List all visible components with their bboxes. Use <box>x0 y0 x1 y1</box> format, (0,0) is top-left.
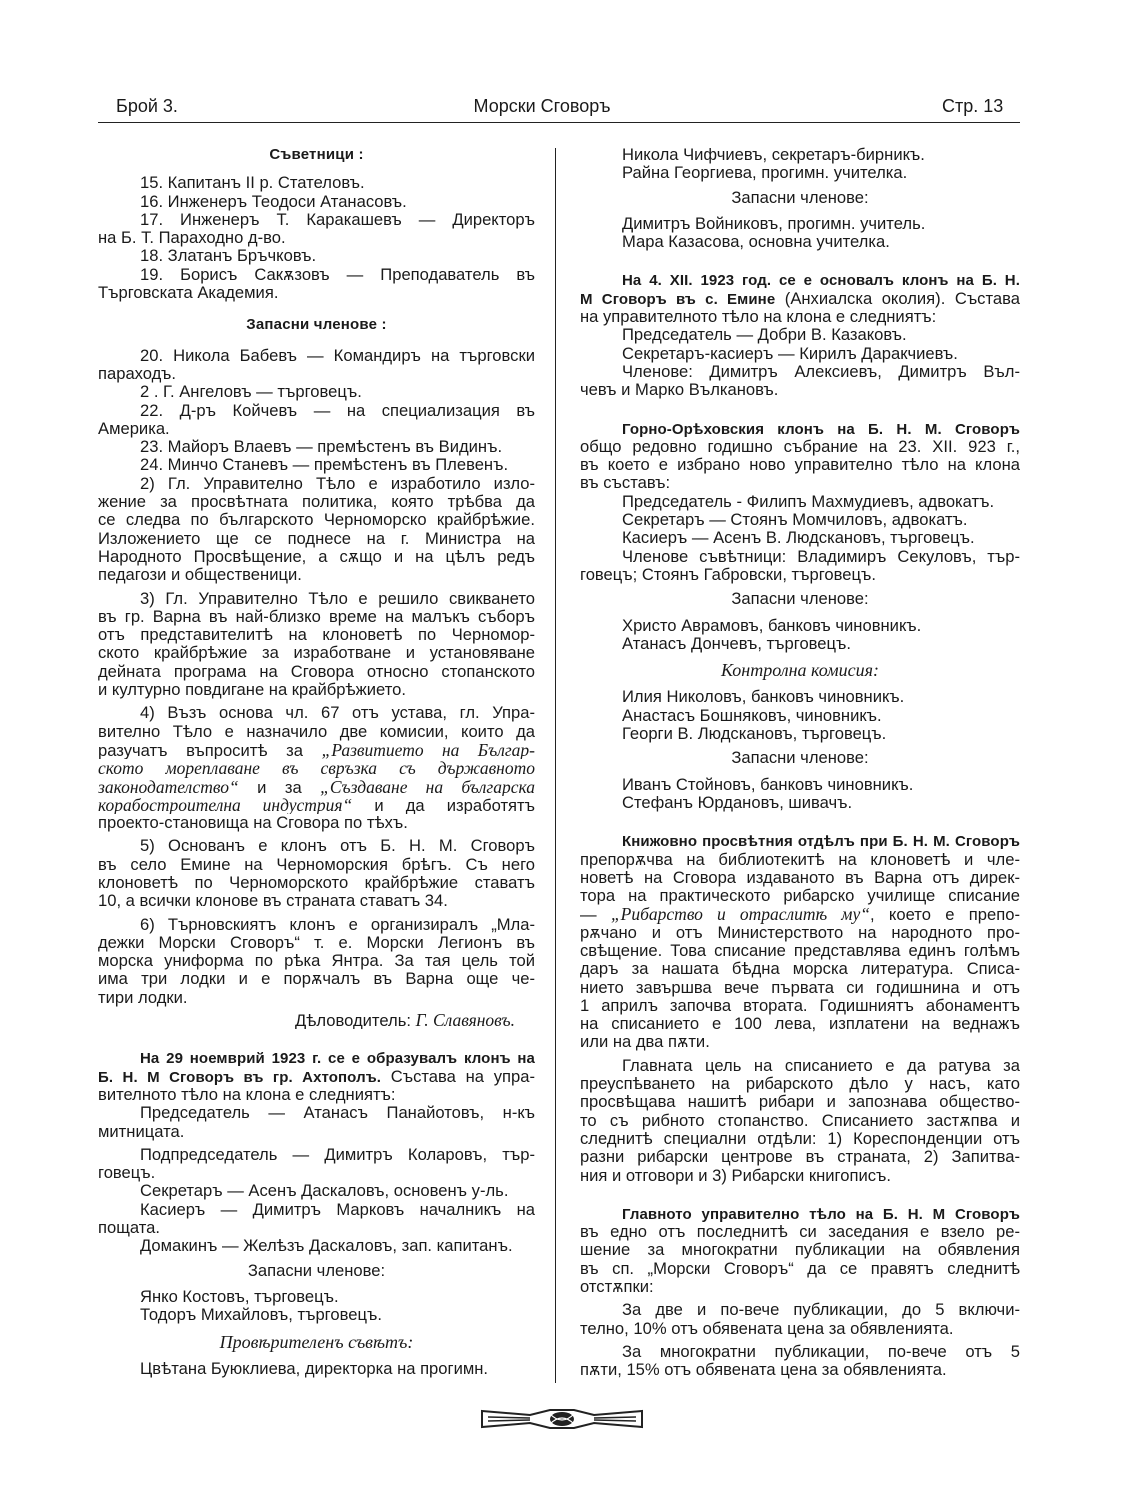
text-line: 2 . Г. Ангеловъ — търговецъ. <box>140 383 362 402</box>
text-line: Домакинъ — Желѣзъ Даскаловъ, зап. капитанъ. <box>140 1237 513 1256</box>
text-line: дейната програма на Сговора относно стопанското <box>98 662 535 681</box>
text-line <box>98 759 535 777</box>
text-line: въ сп. „Морски Сговоръ“ да се правятъ следнитѣ <box>580 1259 1020 1278</box>
section-heading: Провѣрителенъ съвѣтъ: <box>219 1331 414 1352</box>
text-line: Председатель - Филипъ Махмудиевъ, адвокатъ. <box>622 492 995 511</box>
text-line: Димитръ Войниковъ, прогимн. учитель. <box>622 214 926 233</box>
text-segment: — <box>580 905 611 924</box>
text-line: Председатель — Добри В. Казаковъ. <box>622 326 907 345</box>
text-line: Главната цель на списанието е да ратува за <box>622 1056 1020 1075</box>
text-line: пощата. <box>98 1219 160 1238</box>
text-line <box>580 271 1020 289</box>
text-line: въ село Емине на Черноморския брѣгъ. Съ него <box>98 855 535 874</box>
ribbon-ornament-icon <box>480 1406 644 1432</box>
list-item <box>580 146 1020 164</box>
text-line: просвѣщава нашитѣ рибари и запознава общество- <box>580 1093 1020 1112</box>
italic-text: ското мореплаване въ свръзка съ държавното <box>98 759 535 778</box>
italic-text: Г. Славяновъ. <box>415 1011 515 1030</box>
text-line: рѫчано и отъ Министерството на народното про- <box>580 923 1020 942</box>
bold-text: Главното управително тѣло на Б. Н. М Сговоръ <box>622 1205 1020 1223</box>
text-line: 4) Възъ основа чл. 67 отъ устава, гл. Упра- <box>140 704 535 723</box>
text-line: преуспѣването на рибарското дѣло у насъ, като <box>580 1075 1020 1094</box>
text-line: Секретаръ — Стоянъ Момчиловъ, адвокатъ. <box>622 511 968 530</box>
text-line: Членове: Димитръ Алексиевъ, Димитръ Въл- <box>622 362 1020 381</box>
text-line: 5) Основанъ е клонъ отъ Б. Н. М. Сговоръ <box>140 837 535 856</box>
text-line <box>580 290 1020 308</box>
text-line: Райна Георгиева, прогимн. учителка. <box>622 164 908 183</box>
text-line <box>580 1205 1020 1223</box>
text-line: то съ рибното стопанство. Списанието застѫпва и <box>580 1111 1020 1130</box>
signature <box>98 1011 535 1029</box>
text-line: Георги В. Людскановъ, търговецъ. <box>622 725 887 744</box>
list-item <box>580 635 1020 653</box>
text-line: 10, а всички клонове въ страната ставатъ 34. <box>98 892 448 911</box>
text-line: нието завършва вече първата си годишнина и отъ <box>580 978 1020 997</box>
text-line <box>98 741 535 759</box>
list-item <box>580 548 1020 585</box>
section-heading: Съветници : <box>269 146 364 163</box>
text-line: Цвѣтана Буюклиева, директорка на прогимн. <box>140 1359 489 1378</box>
italic-text: „Създаване на българска <box>320 777 535 796</box>
text-line: говецъ. <box>98 1164 156 1183</box>
text-line: Секретаръ — Асенъ Даскаловъ, основенъ у-ль. <box>140 1182 509 1201</box>
list-item <box>580 215 1020 233</box>
text-line: вителното тѣло на клона е следниятъ: <box>98 1085 396 1104</box>
italic-text: корабостроителна индустрия“ <box>98 795 353 815</box>
list-item <box>98 193 535 211</box>
text-line: и културно повдигане на крайбрѣжието. <box>98 681 406 700</box>
text-line <box>580 420 1020 438</box>
section-heading: Контролна комисия: <box>721 660 879 681</box>
italic-text: „Развитието на Българ- <box>321 740 535 760</box>
text-line: Христо Аврамовъ, банковъ чиновникъ. <box>622 616 922 635</box>
italic-text: „Рибарство и отраслитѣ му“ <box>610 905 870 924</box>
paragraph <box>580 832 1020 1052</box>
list-item <box>98 456 535 474</box>
text-line: 18. Златанъ Бръчковъ. <box>140 247 317 266</box>
list-item <box>580 688 1020 706</box>
text-line: 22. Д-ръ Койчевъ — на специализация въ <box>140 401 535 420</box>
text-line: Анастасъ Бошняковъ, чиновникъ. <box>622 706 882 725</box>
list-item <box>98 1237 535 1255</box>
list-item <box>98 247 535 265</box>
text-line: ния и отговори и 3) Рибарски книгописъ. <box>580 1166 891 1185</box>
column-divider <box>555 148 556 1383</box>
text-line: 17. Инженеръ Т. Каракашевъ — Директоръ <box>140 210 535 229</box>
text-line: телно, 10% отъ обявената цена за обявленията. <box>580 1319 954 1338</box>
text-line: тора на практическото рибарско училище списание <box>580 887 1020 906</box>
list-item <box>98 1182 535 1200</box>
list-item <box>98 1360 535 1378</box>
text-segment: и за <box>238 777 321 796</box>
text-line: 2) Гл. Управително Тѣло е изработило изло- <box>140 474 535 493</box>
paragraph <box>580 1205 1020 1296</box>
paragraph <box>580 1343 1020 1380</box>
text-line: тири лодки. <box>98 988 188 1007</box>
text-line: Америка. <box>98 419 170 438</box>
list-item <box>98 475 535 585</box>
text-line: въ едно отъ последнитѣ си заседания е взело ре- <box>580 1223 1020 1242</box>
paragraph <box>98 1049 535 1104</box>
bold-text: На 29 ноемврий 1923 г. се е образувалъ клонъ на <box>140 1050 535 1068</box>
text-line: проекто-становища на Сговора по тѣхъ. <box>98 814 408 833</box>
list-item <box>98 1306 535 1324</box>
list-item <box>98 438 535 456</box>
paragraph <box>98 916 535 1007</box>
text-line: вително Тѣло е назначило две комисии, които да <box>98 722 535 741</box>
list-item <box>98 211 535 248</box>
text-line: 16. Инженеръ Теодоси Атанасовъ. <box>140 192 407 211</box>
text-line: 19. Борисъ Сакѫзовъ — Преподаватель въ <box>140 265 535 284</box>
text-line: въ съставъ: <box>580 474 671 493</box>
list-item <box>98 402 535 439</box>
issue-number: Брой 3. <box>116 96 178 116</box>
text-line: Секретаръ-касиеръ — Кирилъ Даракчиевъ. <box>622 344 958 363</box>
bold-text: Б. Н. М Сговоръ въ гр. Ахтополъ. <box>98 1068 382 1086</box>
section-heading: Запасни членове : <box>246 316 387 334</box>
text-line <box>580 832 1020 850</box>
text-line: се следва по българското Черноморско крайбрѣжие. <box>98 511 535 530</box>
text-line: клоноветѣ по Черноморското крайбрѣжие ставатъ <box>98 873 535 892</box>
text-line: Народното Просвѣщение, а сѫщо и на цѣлъ редъ <box>98 547 535 566</box>
text-line: препорѫчва на библиотекитѣ на клоноветѣ и чле- <box>580 850 1020 869</box>
paragraph <box>98 1146 535 1183</box>
text-line: Председатель — Атанасъ Панайотовъ, н-къ <box>140 1104 535 1123</box>
journal-title: Морски Сговоръ <box>473 96 611 116</box>
text-line: 3) Гл. Управително Тѣло е решило свикването <box>140 589 535 608</box>
text-line: разни рибарски центрове въ страната, 2) Запитва- <box>580 1148 1020 1167</box>
list-item <box>580 707 1020 725</box>
text-line: митницата. <box>98 1122 185 1141</box>
text-line: 23. Майоръ Влаевъ — премѣстенъ въ Видинъ. <box>140 438 503 457</box>
text-line: свѣщение. Това списание представлява единъ голѣмъ <box>580 941 1020 960</box>
list-item <box>580 164 1020 182</box>
text-line: Никола Чифчиевъ, секретаръ-бирникъ. <box>622 146 925 164</box>
list-item <box>580 776 1020 794</box>
list-item <box>580 493 1020 511</box>
text-line: 20. Никола Бабевъ — Командиръ на търговски <box>140 346 535 365</box>
bold-text: Горно-Орѣховския клонъ на Б. Н. М. Сговоръ <box>622 420 1020 438</box>
text-segment: и да изработятъ <box>352 795 535 815</box>
text-line: 6) Търновскиятъ клонъ е организиралъ „Мла- <box>140 915 535 934</box>
text-line: дежки Морски Сговоръ“ т. е. Морски Легионъ въ <box>98 933 535 952</box>
text-line: пѫти, 15% отъ обявената цена за обявленията. <box>580 1361 947 1380</box>
text-line: За две и по-вече публикации, до 5 включи- <box>622 1301 1020 1320</box>
list-item <box>98 266 535 303</box>
text-line: За многократни публикации, по-вече отъ 5 <box>622 1342 1020 1361</box>
text-line: чевъ и Марко Вълкановъ. <box>580 381 779 400</box>
text-line <box>98 1068 535 1086</box>
text-line: Тодоръ Михайловъ, търговецъ. <box>140 1306 382 1325</box>
text-line <box>98 1049 535 1067</box>
text-line: новетѣ на Сговора издаваното въ Варна отъ дирек- <box>580 868 1020 887</box>
section-heading: Запасни членове: <box>731 187 869 207</box>
text-segment: Състава на упра- <box>381 1067 535 1086</box>
list-item <box>580 345 1020 363</box>
text-line <box>98 778 535 796</box>
list-item <box>580 617 1020 635</box>
text-line: Членове съвѣтници: Владимиръ Секуловъ, тър- <box>622 547 1020 566</box>
text-segment: (Анхиалска околия). Състава <box>775 289 1020 308</box>
list-item <box>580 794 1020 812</box>
text-line: Търговската Академия. <box>98 284 279 303</box>
text-line: на Б. Т. Параходно д-во. <box>98 229 286 248</box>
italic-text: законодателство“ <box>98 777 239 796</box>
paragraph <box>580 271 1020 326</box>
text-line: педагози и общественици. <box>98 566 302 585</box>
text-line: Мара Казасова, основна учителка. <box>622 233 890 252</box>
text-line: 15. Капитанъ II р. Стателовъ. <box>140 174 365 193</box>
text-line: Стефанъ Юрдановъ, шивачъ. <box>622 793 853 812</box>
list-item <box>98 1104 535 1141</box>
text-line: Иванъ Стойновъ, банковъ чиновникъ. <box>622 775 914 794</box>
text-line: отстѫпки: <box>580 1278 654 1297</box>
text-line: Изложението ще се поднесе на г. Министра на <box>98 529 535 548</box>
list-item <box>580 233 1020 251</box>
text-line: Илия Николовъ, банковъ чиновникъ. <box>622 688 905 707</box>
text-line: морска униформа по рѣка Янтра. За тая цель той <box>98 952 535 971</box>
header-rule <box>98 122 1020 123</box>
section-heading: Запасни членове: <box>731 589 869 609</box>
text-line: даръ за нашата бѣдна морска литература. Списа- <box>580 960 1020 979</box>
text-line: отъ представителитѣ на клоноветѣ по Черномор- <box>98 626 535 645</box>
text-segment: Дѣловодитель: <box>294 1011 416 1030</box>
list-item <box>580 363 1020 400</box>
list-item <box>98 1201 535 1238</box>
text-line: Янко Костовъ, търговецъ. <box>140 1287 339 1306</box>
text-line: 1 априлъ започва втората. Годишниятъ абонаментъ <box>580 996 1020 1015</box>
text-line: или на два пѫти. <box>580 1033 710 1052</box>
text-line: шение за многократни публикации на обявления <box>580 1241 1020 1260</box>
text-line: Касиеръ — Асенъ В. Людскановъ, търговецъ. <box>622 529 975 548</box>
list-item <box>580 511 1020 529</box>
left-column <box>98 146 535 1378</box>
list-item <box>98 174 535 192</box>
bold-text: На 4. XII. 1923 год. се е основалъ клонъ на Б. Н. <box>622 272 1020 290</box>
text-line: говецъ; Стоянъ Габровски, търговецъ. <box>580 565 877 584</box>
text-line: Подпредседатель — Димитръ Коларовъ, тър- <box>140 1145 535 1164</box>
paragraph <box>98 704 535 832</box>
text-line: следнитѣ специални отдѣли: 1) Кореспонденции отъ <box>580 1129 1020 1148</box>
text-line: Атанасъ Дончевъ, търговецъ. <box>622 634 852 653</box>
paragraph <box>98 837 535 910</box>
paragraph <box>580 420 1020 493</box>
list-item <box>98 383 535 401</box>
text-line: Касиеръ — Димитръ Марковъ началникъ на <box>140 1200 535 1219</box>
text-line <box>580 905 1020 923</box>
section-heading: Запасни членове: <box>731 748 869 768</box>
list-item <box>580 529 1020 547</box>
text-line: общо редовно годишно събрание на 23. XII. 923 г., <box>580 437 1020 456</box>
text-line: въ което е избрано ново управително тѣло на клона <box>580 456 1020 475</box>
text-line: параходъ. <box>98 364 176 383</box>
list-item <box>98 347 535 384</box>
paragraph <box>580 1057 1020 1185</box>
text-segment: , което е препо- <box>869 905 1020 924</box>
list-item <box>98 1288 535 1306</box>
list-item <box>580 725 1020 743</box>
text-line: 24. Минчо Станевъ — премѣстенъ въ Плевенъ. <box>140 456 509 475</box>
paragraph <box>580 1301 1020 1338</box>
paragraph <box>98 590 535 700</box>
list-item <box>580 326 1020 344</box>
text-line: ското крайбрѣжие за изработване и установяване <box>98 644 535 663</box>
text-line: въ гр. Варна въ най-близко време на малъкъ съборъ <box>98 607 535 626</box>
text-segment: разучатъ въпроситѣ за <box>98 740 322 760</box>
section-heading: Запасни членове: <box>247 1260 386 1280</box>
text-line: жение за просвѣтната политика, която трѣбва да <box>98 493 535 512</box>
text-line <box>98 796 535 814</box>
text-line: на списанието е 100 лева, изплатени на веднажъ <box>580 1015 1020 1034</box>
right-column <box>580 146 1020 1380</box>
bold-text: М Сговоръ въ с. Емине <box>580 290 776 308</box>
text-line <box>98 1011 535 1029</box>
page-number: Стр. 13 <box>942 96 1004 116</box>
text-line: на управителното тѣло на клона е следниятъ: <box>580 308 937 327</box>
bold-text: Книжовно просвѣтния отдѣлъ при Б. Н. М. Сговоръ <box>622 833 1020 851</box>
text-line: има три лодки и е порѫчалъ въ Варна още че- <box>98 970 535 989</box>
